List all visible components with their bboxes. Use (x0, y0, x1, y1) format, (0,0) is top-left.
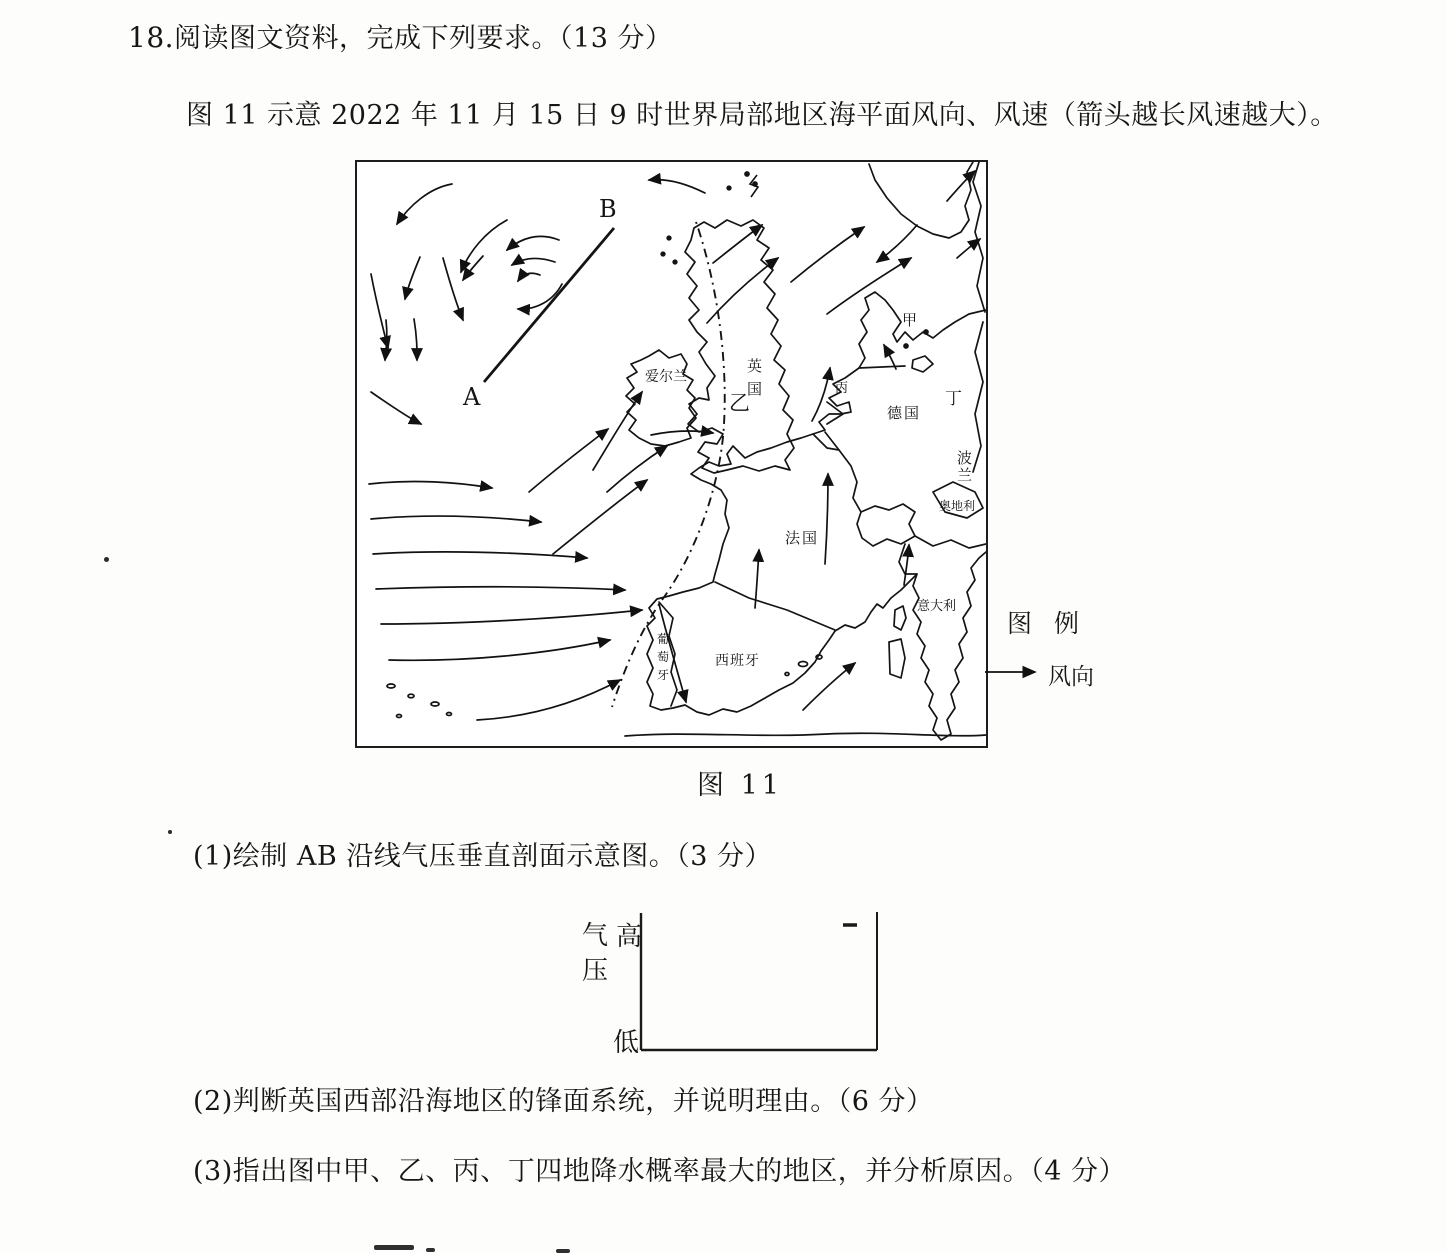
answer-chart-high-label: 高 (616, 922, 643, 952)
scan-squiggle (750, 175, 758, 197)
answer-chart (560, 895, 905, 1070)
label-uk: 英国 (747, 357, 763, 398)
question-intro: 阅读图文资料，完成下列要求。（13 分） (174, 23, 673, 54)
sub-question-2-text: 判断英国西部沿海地区的锋面系统，并说明理由。（6 分） (232, 1086, 934, 1117)
label-italy: 意大利 (917, 599, 957, 614)
scan-edge-artifact (556, 1249, 570, 1253)
site-ding-label: 丁 (945, 389, 962, 409)
sub-question-1-label: (1) (193, 841, 233, 872)
label-ireland: 爱尔兰 (645, 369, 687, 385)
answer-chart-low-label: 低 (613, 1028, 640, 1058)
weather-map-svg (357, 162, 986, 746)
question-header (128, 16, 672, 55)
weather-map-figure (355, 160, 988, 748)
sub-question-3-text: 指出图中甲、乙、丙、丁四地降水概率最大的地区，并分析原因。（4 分） (232, 1156, 1127, 1187)
scan-edge-artifact (374, 1245, 414, 1250)
label-austria: 奥地利 (939, 499, 976, 513)
label-poland: 波兰 (957, 449, 973, 484)
figure-caption: 图 11 (697, 770, 783, 801)
question-number: 18. (128, 21, 175, 54)
site-yi-label: 乙 (729, 391, 750, 415)
sub-question-3-label: (3) (193, 1156, 233, 1187)
sub-question-2-label: (2) (193, 1086, 233, 1117)
label-germany: 德国 (887, 404, 922, 422)
point-b-label: B (599, 195, 617, 223)
answer-chart-y-axis-label: 气压 (582, 921, 609, 987)
sub-question-2 (193, 1079, 934, 1118)
coastlines (387, 162, 986, 740)
scan-speck (168, 830, 172, 834)
site-jia-label: 甲 (902, 311, 918, 329)
answer-chart-axes (635, 905, 895, 1057)
figure-description: 图 11 示意 2022 年 11 月 15 日 9 时世界局部地区海平面风向、风速（箭头越长风速越大）。 (186, 100, 1338, 131)
label-spain: 西班牙 (715, 653, 760, 669)
sub-question-1-text: 绘制 AB 沿线气压垂直剖面示意图。（3 分） (232, 841, 773, 872)
sub-question-3 (193, 1149, 1126, 1188)
legend-wind-arrow-icon (983, 664, 1045, 680)
site-bing-label: 丙 (835, 381, 849, 396)
legend-wind-label: 风向 (1048, 664, 1094, 690)
label-france: 法国 (785, 529, 820, 547)
ab-section-line (484, 228, 614, 382)
sub-question-1 (193, 834, 772, 873)
label-portugal: 葡萄牙 (657, 632, 670, 682)
point-a-label: A (463, 383, 481, 411)
legend-title: 图 例 (1007, 609, 1086, 638)
scan-speck (104, 557, 109, 562)
scan-edge-artifact (426, 1248, 435, 1252)
wind-arrows (369, 171, 980, 720)
